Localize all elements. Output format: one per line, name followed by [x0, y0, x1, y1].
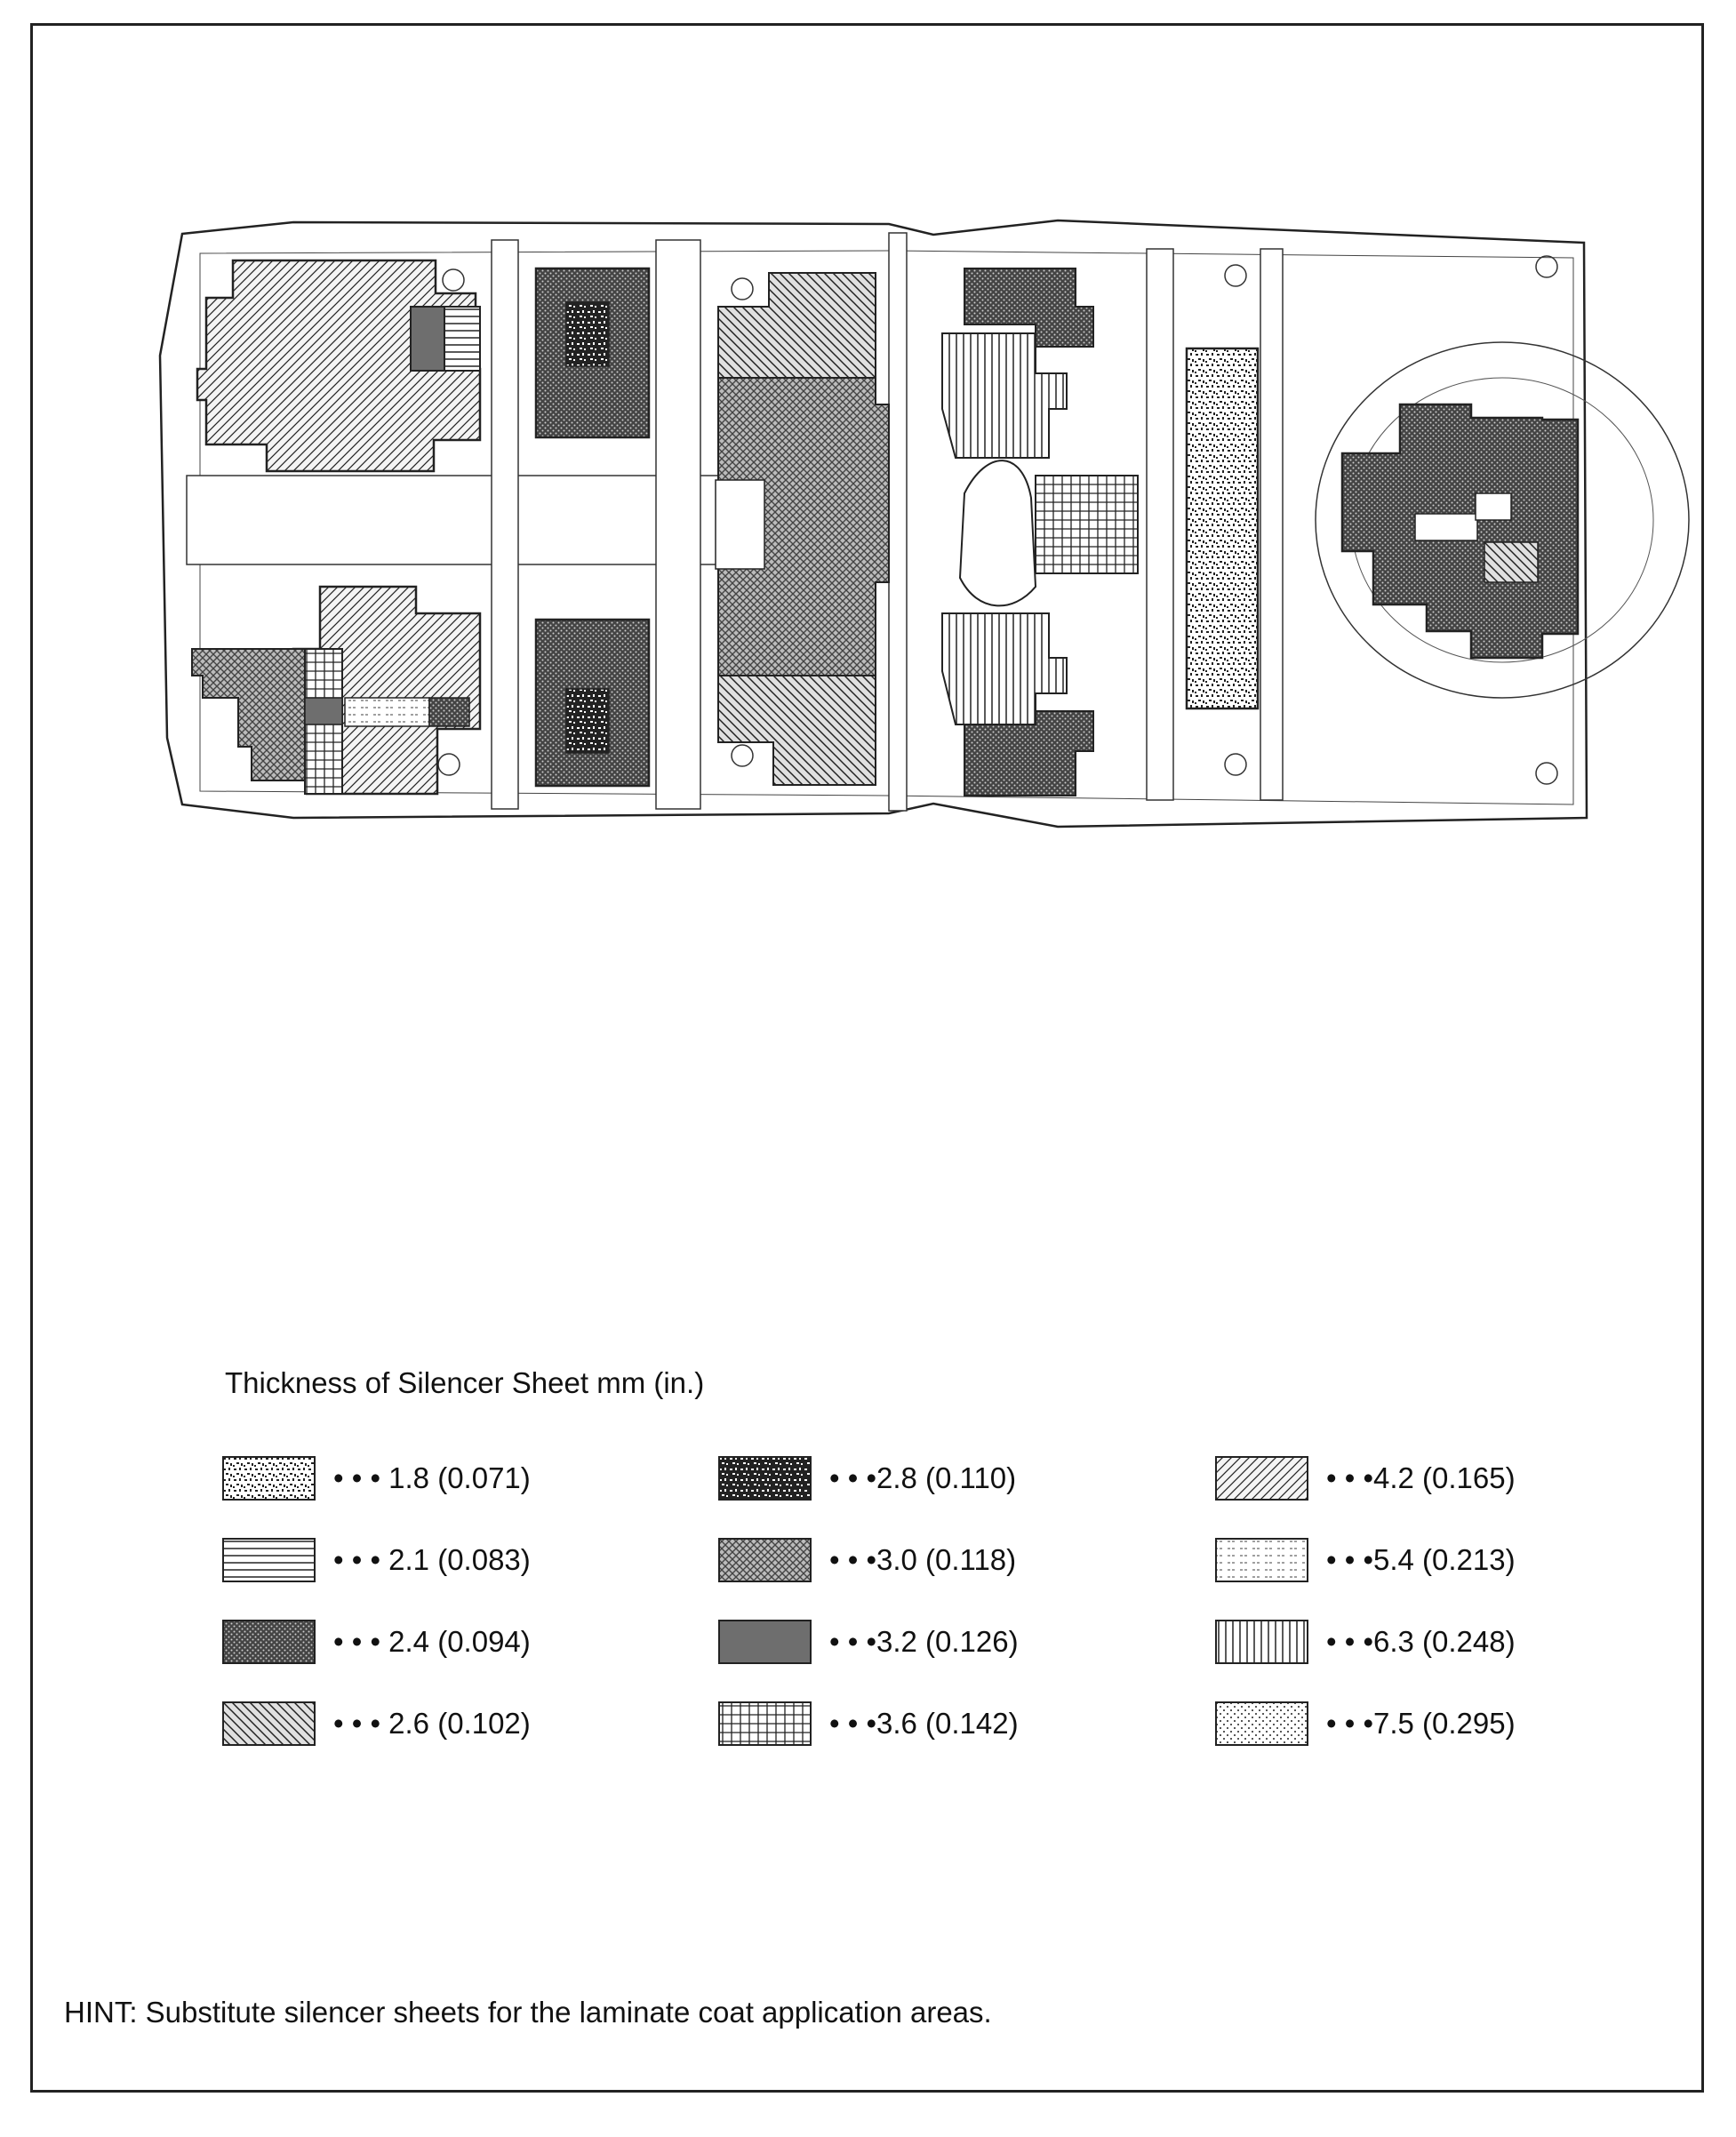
sheet-front-right-dense	[429, 698, 469, 726]
legend-item-2-8	[718, 1456, 1016, 1501]
sheet-rear-crossmember-speckle	[1187, 348, 1258, 708]
legend-label: • • • 2.6 (0.102)	[333, 1707, 531, 1740]
legend-swatch-speckle-dark	[718, 1456, 812, 1501]
cross-member-2	[656, 240, 700, 809]
legend-item-1-8	[222, 1456, 531, 1501]
legend-item-2-4	[222, 1620, 531, 1664]
legend-item-2-6	[222, 1701, 531, 1746]
legend-swatch-back-diagonal	[222, 1701, 316, 1746]
sheet-trunk-inner-b	[1476, 493, 1511, 520]
legend-item-2-1	[222, 1538, 531, 1582]
legend-label: • • •7.5 (0.295)	[1326, 1707, 1516, 1740]
legend-swatch-dense-dots	[222, 1620, 316, 1664]
legend-swatch-grid	[718, 1701, 812, 1746]
legend-label: • • • 2.4 (0.094)	[333, 1625, 531, 1658]
legend-item-7-5	[1215, 1701, 1516, 1746]
legend-title: Thickness of Silencer Sheet mm (in.)	[225, 1366, 705, 1399]
sheet-trunk-inner-a	[1415, 514, 1477, 540]
sheet-mid-left-lower-speckle	[566, 689, 609, 753]
cross-member-3	[889, 233, 907, 811]
legend-item-3-0	[718, 1538, 1016, 1582]
legend-label: • • • 2.1 (0.083)	[333, 1543, 531, 1576]
fuel-tank-opening	[960, 460, 1036, 605]
sheet-front-left-solid	[411, 307, 444, 371]
hint-text: HINT: Substitute silencer sheets for the laminate coat application areas.	[64, 1996, 992, 2029]
legend-swatch-solid-gray	[718, 1620, 812, 1664]
legend-label: • • •3.0 (0.118)	[829, 1543, 1017, 1576]
sheet-mid-left-upper-speckle	[566, 302, 609, 366]
legend-swatch-dashed-lines	[1215, 1538, 1308, 1582]
legend-swatch-horizontal-lines	[222, 1538, 316, 1582]
sheet-rear-center-grid	[1036, 476, 1138, 573]
legend-label: • • •4.2 (0.165)	[1326, 1461, 1516, 1494]
sheet-front-right-dashed	[345, 698, 429, 726]
cross-member-1	[492, 240, 518, 809]
sheet-front-right-solid	[305, 698, 342, 724]
legend-label: • • •6.3 (0.248)	[1326, 1625, 1516, 1658]
legend-label: • • •5.4 (0.213)	[1326, 1543, 1516, 1576]
cross-member-4	[1147, 249, 1173, 800]
legend-swatch-crosshatch	[718, 1538, 812, 1582]
legend-item-5-4	[1215, 1538, 1516, 1582]
legend-item-3-6	[718, 1701, 1019, 1746]
legend-item-3-2	[718, 1620, 1019, 1664]
underbody-svg	[0, 0, 1736, 871]
sheet-trunk-inner-c	[1484, 542, 1538, 582]
legend-label: • • •3.6 (0.142)	[829, 1707, 1019, 1740]
legend-label: • • •2.8 (0.110)	[829, 1461, 1017, 1494]
legend-swatch-sparse-dots	[1215, 1701, 1308, 1746]
legend-swatch-forward-diagonal	[1215, 1456, 1308, 1501]
legend-item-6-3	[1215, 1620, 1516, 1664]
underbody-diagram	[0, 0, 1736, 871]
legend-label: • • • 1.8 (0.071)	[333, 1461, 531, 1494]
legend-swatch-vertical-lines	[1215, 1620, 1308, 1664]
legend-label: • • •3.2 (0.126)	[829, 1625, 1019, 1658]
legend-item-4-2	[1215, 1456, 1516, 1501]
sheet-rear-lower-dense	[964, 711, 1093, 796]
sheet-center-tunnel-notch	[716, 480, 764, 569]
sheet-front-left-hlines	[444, 307, 480, 371]
cross-member-5	[1260, 249, 1283, 800]
legend-swatch-speckle-light	[222, 1456, 316, 1501]
